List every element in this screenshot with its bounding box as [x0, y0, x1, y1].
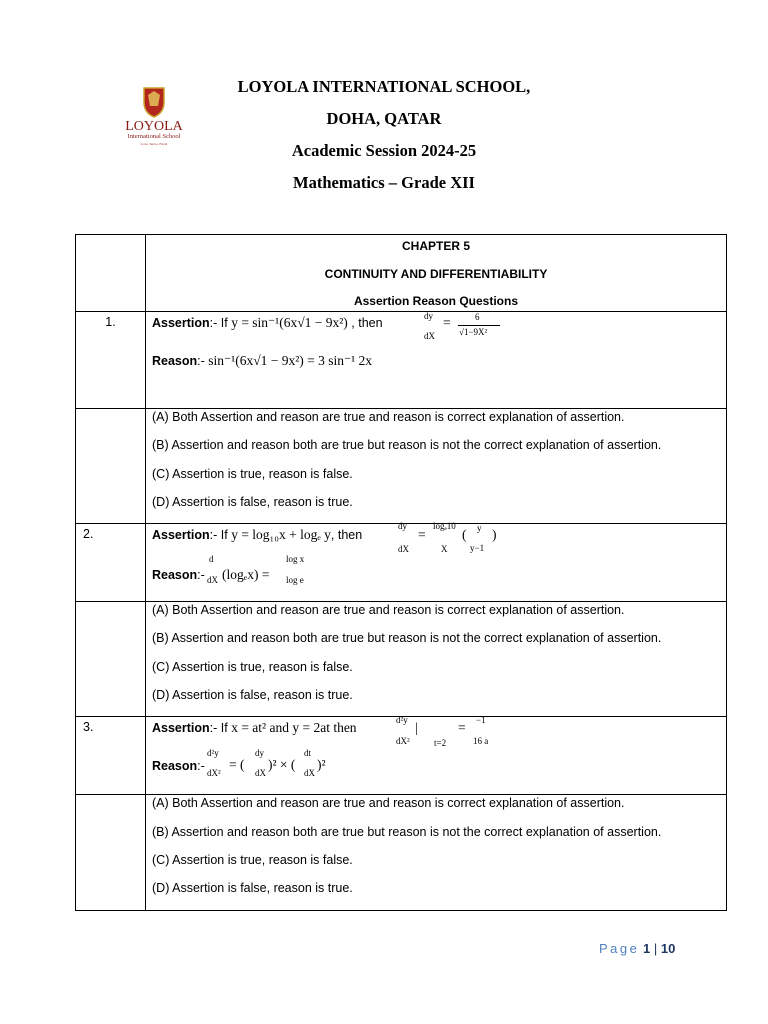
question-row: [76, 717, 727, 795]
assertion-expression: x = at² and y = 2at then: [231, 720, 357, 736]
option-a: (A) Both Assertion and reason are true and reason is correct explanation of assertion.: [152, 603, 625, 618]
school-location: DOHA, QATAR: [326, 109, 442, 128]
chapter-label: CHAPTER 5: [401, 239, 470, 253]
option-b: (B) Assertion and reason both are true but reason is not the correct explanation of assertion.: [152, 438, 662, 453]
reason: d dX Reason:- (logₑx) = log x log e: [152, 554, 305, 586]
page-total: 10: [660, 941, 676, 956]
assertion: Assertion:- If y = sin⁻¹(6x√1 − 9x²) , then dy dX = 6 √1−9X²: [152, 315, 726, 345]
reason: Reason:- d²y dX² = ( dy dX )² × ( dt dX )²: [152, 748, 326, 779]
options-row: [76, 602, 727, 717]
question-number: 3.: [76, 717, 146, 795]
assertion-label: Assertion: [152, 721, 210, 736]
option-a: (A) Both Assertion and reason are true and reason is correct explanation of assertion.: [152, 410, 625, 424]
question-table: [75, 234, 727, 911]
chapter-title: CONTINUITY AND DIFFERENTIABILITY: [324, 267, 548, 281]
option-a: (A) Both Assertion and reason are true and reason is correct explanation of assertion.: [152, 796, 625, 811]
school-name: LOYOLA INTERNATIONAL SCHOOL,: [237, 77, 531, 96]
options-row: [76, 409, 727, 524]
page-word: Page: [599, 941, 640, 956]
section-title: Assertion Reason Questions: [353, 294, 519, 308]
question-row: [76, 524, 727, 602]
reason-label: Reason: [152, 759, 198, 774]
number-cell: [76, 235, 146, 312]
question-number: 1.: [76, 312, 146, 409]
assertion-label: Assertion: [152, 528, 210, 543]
assertion-expression: y = log₁₀x + logₑ y: [231, 527, 331, 543]
option-b: (B) Assertion and reason both are true but reason is not the correct explanation of assertion.: [152, 631, 662, 646]
option-d: (D) Assertion is false, reason is true.: [152, 688, 353, 703]
option-b: (B) Assertion and reason both are true but reason is not the correct explanation of assertion.: [152, 824, 662, 839]
option-c: (C) Assertion is true, reason is false.: [152, 852, 353, 867]
option-d: (D) Assertion is false, reason is true.: [152, 494, 353, 509]
reason-label: Reason: [152, 354, 198, 368]
assertion-expression: y = sin⁻¹(6x√1 − 9x²): [231, 315, 348, 330]
question-number: 2.: [76, 524, 146, 602]
option-c: (C) Assertion is true, reason is false.: [152, 659, 353, 674]
assertion: Assertion:- If y = log₁₀x + logₑ y, then dy dX = logₑ10 X ( y y−1 ): [152, 521, 497, 555]
option-d: (D) Assertion is false, reason is true.: [152, 881, 353, 896]
assertion: Assertion:- If x = at² and y = 2at then d²y dX² | t=2 = −1 16 a: [152, 715, 489, 749]
page-number: 1: [643, 941, 651, 956]
subject-grade: Mathematics – Grade XII: [293, 173, 475, 192]
reason-expression: (logₑx) =: [222, 567, 270, 583]
logo-name: LOYOLA: [125, 119, 183, 134]
options-row: [76, 795, 727, 910]
reason-label: Reason: [152, 568, 198, 583]
academic-session: Academic Session 2024-25: [291, 141, 477, 160]
logo-subtitle: International School: [127, 133, 181, 140]
logo-motto: Love, Serve, Excel: [140, 142, 168, 146]
reason: Reason:- sin⁻¹(6x√1 − 9x²) = 3 sin⁻¹ 2x: [152, 353, 373, 368]
assertion-label: Assertion: [152, 316, 210, 330]
reason-expression: sin⁻¹(6x√1 − 9x²) = 3 sin⁻¹ 2x: [208, 353, 373, 368]
option-c: (C) Assertion is true, reason is false.: [152, 466, 353, 481]
table-title-cell: [146, 235, 727, 312]
question-row: [76, 312, 727, 409]
page-footer: Page 1 | 10: [599, 941, 676, 956]
